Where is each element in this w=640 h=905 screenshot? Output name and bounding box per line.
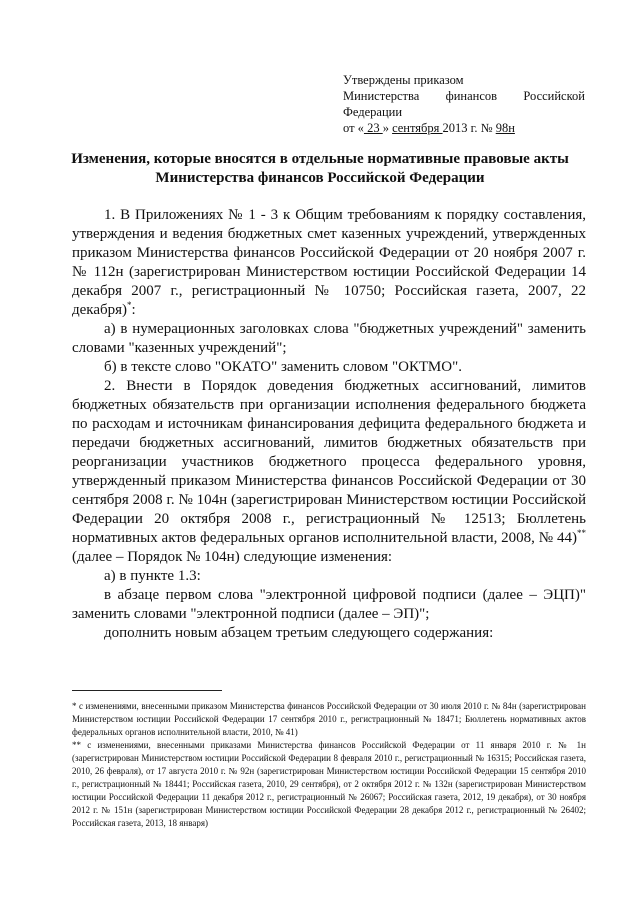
footnote-marker-2: ** <box>577 528 586 538</box>
paragraph-3: б) в тексте слово "ОКАТО" заменить словом "ОКТМО". <box>104 359 462 375</box>
date-day: 23 <box>363 121 383 135</box>
approval-line-3: Федерации <box>343 105 403 119</box>
footnote-marker-1: * <box>127 300 132 310</box>
paragraph-1-text: 1. В Приложениях № 1 - 3 к Общим требованиям к порядку составления, утверждения и ведения бюджетных смет казенных учреждений, утвержденных приказом Министерства финансов Российской Федерации от 20 ноября 2007 г. № 112н (зарегистрирован Министерством юстиции Российской Федерации 14 декабря 2007 г., регистрационный № 10750; Российская газета, 2007, 22 декабря) <box>72 207 586 318</box>
paragraph-1 <box>72 206 586 320</box>
paragraph-4-end: (далее – Порядок № 104н) следующие изменения: <box>72 549 393 565</box>
title-line-2: Министерства финансов Российской Федерации <box>155 170 485 186</box>
date-mid: » <box>382 121 393 135</box>
approval-line-2 <box>343 88 585 104</box>
paragraph-6: в абзаце первом слова "электронной цифровой подписи (далее – ЭЦП)" заменить словами "электронной подписи (далее – ЭП)"; <box>72 587 586 622</box>
approval-line-1: Утверждены приказом <box>343 73 464 87</box>
paragraph-5: а) в пункте 1.3: <box>104 568 201 584</box>
footnote-2: ** с изменениями, внесенными приказами Министерства финансов Российской Федерации от 11 января 2010 г. № 1н (зарегистрирован Министерством юстиции Российской Федерации 8 февраля 2010 г., регистрационный № 16315; Российская газета, 2010, 26 февраля), от 17 августа 2010 г. № 92н (зарегистрирован Министерством юстиции Российской Федерации 15 сентября 2010 г., регистрационный № 18441; Российская газета, 2010, 29 сентября), от 2 октября 2012 г. № 132н (зарегистрирован Министерством юстиции Российской Федерации 11 декабря 2012 г., регистрационный № 26067; Российская газета, 2012, 19 декабря), от 30 ноября 2012 г. № 151н (зарегистрирован Министерством юстиции Российской Федерации 28 декабря 2012 г., регистрационный № 26402; Российская газета, 2013, 18 января) <box>72 740 586 828</box>
approval-word-ministry: Министерства <box>343 89 420 103</box>
document-body <box>72 206 586 643</box>
title-line-1: Изменения, которые вносятся в отдельные нормативные правовые акты <box>71 151 569 167</box>
paragraph-2: а) в нумерационных заголовках слова "бюджетных учреждений" заменить словами "казенных учреждений"; <box>72 321 586 356</box>
date-month: сентября <box>392 121 443 135</box>
paragraph-4 <box>72 377 586 567</box>
date-year: 2013 г. № <box>442 121 496 135</box>
approval-word-finance: финансов <box>445 89 498 103</box>
footnote-divider <box>72 690 222 691</box>
paragraph-7: дополнить новым абзацем третьим следующего содержания: <box>104 625 494 641</box>
footnote-1: * с изменениями, внесенными приказом Министерства финансов Российской Федерации от 30 июля 2010 г. № 84н (зарегистрирован Министерством юстиции Российской Федерации 17 сентября 2010 г., регистрационный № 18471; Бюллетень нормативных актов федеральных органов исполнительной власти, 2010, № 41) <box>72 701 586 737</box>
paragraph-1-end: : <box>131 302 136 318</box>
footnotes <box>72 700 586 830</box>
document-title <box>60 150 580 188</box>
approval-date-line <box>343 120 585 136</box>
date-prefix: от « <box>343 121 364 135</box>
paragraph-4-text: 2. Внести в Порядок доведения бюджетных ассигнований, лимитов бюджетных обязательств при организации исполнения федерального бюджета по расходам и источникам финансирования дефицита федерального бюджета и передачи бюджетных ассигнований, лимитов бюджетных обязательств при реорганизации участников бюджетного процесса федерального уровня, утвержденный приказом Министерства финансов Российской Федерации от 30 сентября 2008 г. № 104н (зарегистрирован Министерством юстиции Российской Федерации 20 октября 2008 г., регистрационный № 12513; Бюллетень нормативных актов федеральных органов исполнительной власти, 2008, № 44) <box>72 378 586 546</box>
approval-stamp <box>343 72 585 136</box>
order-number: 98н <box>495 121 515 135</box>
approval-word-russian: Российской <box>523 89 585 103</box>
